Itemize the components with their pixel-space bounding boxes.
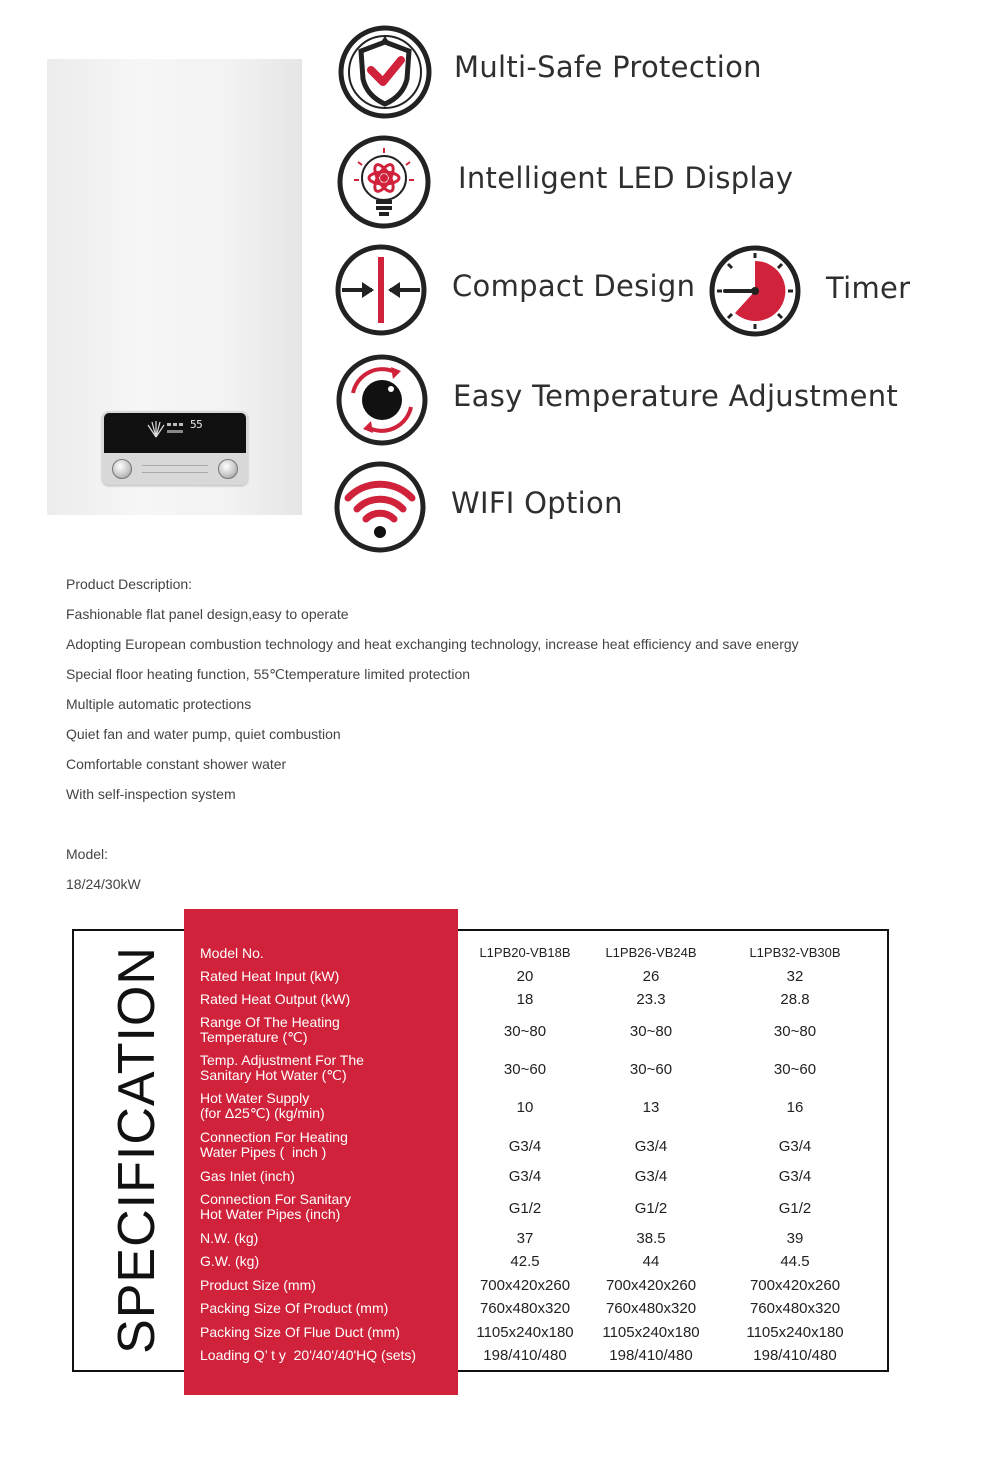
spec-row-value: G3/4 xyxy=(508,1168,542,1185)
spec-row-value: 700x420x260 xyxy=(479,1277,571,1294)
description-line: Comfortable constant shower water xyxy=(66,756,287,772)
spec-row-label: Product Size (mm) xyxy=(200,1277,316,1293)
description-line: Fashionable flat panel design,easy to operate xyxy=(66,606,349,622)
spec-row-value: L1PB26-VB24B xyxy=(605,945,697,960)
spec-row-value: 30~80 xyxy=(629,1023,673,1040)
left-knob[interactable] xyxy=(112,459,132,479)
spec-row-value: 10 xyxy=(516,1099,534,1116)
spec-row-value: 28.8 xyxy=(780,991,810,1008)
spec-row-value: 44 xyxy=(642,1253,660,1270)
feature-label-led-display: Intelligent LED Display xyxy=(458,161,794,195)
spec-row-label: G.W. (kg) xyxy=(200,1253,260,1269)
spec-row-label: Temp. Adjustment For The Sanitary Hot Water (℃) xyxy=(200,1052,364,1083)
spec-row-value: 18 xyxy=(516,991,534,1008)
spec-row-value: 760x480x320 xyxy=(479,1300,571,1317)
spec-row-label: Loading Q’ t y 20'/40'/40'HQ (sets) xyxy=(200,1347,417,1363)
spec-row-value: 32 xyxy=(786,968,804,985)
spec-row-label: Connection For Sanitary Hot Water Pipes (inch) xyxy=(200,1191,351,1222)
feature-label-temperature: Easy Temperature Adjustment xyxy=(453,379,899,413)
spec-row-value: 760x480x320 xyxy=(605,1300,697,1317)
boiler-lcd-screen xyxy=(104,413,246,453)
panel-buttons[interactable] xyxy=(142,465,208,473)
shield-check-icon xyxy=(337,24,433,120)
specification-title: SPECIFICATION xyxy=(108,946,166,1354)
spec-row-value: G3/4 xyxy=(778,1168,812,1185)
description-heading: Product Description: xyxy=(66,576,193,592)
spec-row-value: L1PB32-VB30B xyxy=(749,945,841,960)
spec-row-value: G3/4 xyxy=(778,1138,812,1155)
spec-row-label: N.W. (kg) xyxy=(200,1230,259,1246)
spec-row-value: 26 xyxy=(642,968,660,985)
spec-row-value: 30~60 xyxy=(773,1061,817,1078)
spec-row-value: G3/4 xyxy=(634,1138,668,1155)
spec-row-value: 30~80 xyxy=(503,1023,547,1040)
spec-row-label: Packing Size Of Product (mm) xyxy=(200,1300,389,1316)
lcd-flame-icon xyxy=(146,419,166,439)
description-line: Adopting European combustion technology and heat exchanging technology, increase heat efficiency and save energy xyxy=(66,636,799,652)
compact-arrows-icon xyxy=(334,243,428,337)
spec-row-value: L1PB20-VB18B xyxy=(479,945,571,960)
spec-row-value: 16 xyxy=(786,1099,804,1116)
spec-row-value: 1105x240x180 xyxy=(476,1324,574,1341)
spec-row-value: 700x420x260 xyxy=(749,1277,841,1294)
spec-row-value: 700x420x260 xyxy=(605,1277,697,1294)
spec-row-value: G3/4 xyxy=(508,1138,542,1155)
spec-row-label: Packing Size Of Flue Duct (mm) xyxy=(200,1324,400,1340)
spec-row-value: G1/2 xyxy=(634,1200,668,1217)
spec-row-value: 23.3 xyxy=(636,991,666,1008)
feature-label-timer: Timer xyxy=(826,271,911,305)
feature-label-compact-design: Compact Design xyxy=(452,269,696,303)
spec-row-value: 1105x240x180 xyxy=(602,1324,700,1341)
spec-row-value: 198/410/480 xyxy=(483,1347,567,1364)
description-line: With self-inspection system xyxy=(66,786,236,802)
spec-row-label: Model No. xyxy=(200,945,264,961)
spec-row-label: Rated Heat Output (kW) xyxy=(200,991,351,1007)
spec-row-value: 44.5 xyxy=(780,1253,810,1270)
timer-icon xyxy=(708,244,802,338)
spec-row-label: Rated Heat Input (kW) xyxy=(200,968,340,984)
spec-row-value: 30~80 xyxy=(773,1023,817,1040)
lcd-indicator-icon xyxy=(166,421,186,437)
model-value: 18/24/30kW xyxy=(66,876,141,892)
spec-row-value: 1105x240x180 xyxy=(746,1324,844,1341)
right-knob[interactable] xyxy=(218,459,238,479)
spec-row-value: 30~60 xyxy=(503,1061,547,1078)
boiler-control-panel xyxy=(102,411,248,485)
spec-row-value: 30~60 xyxy=(629,1061,673,1078)
description-line: Special floor heating function, 55℃temperature limited protection xyxy=(66,666,471,682)
description-line: Quiet fan and water pump, quiet combustion xyxy=(66,726,341,742)
temperature-knob-icon xyxy=(335,353,429,447)
spec-row-value: 42.5 xyxy=(510,1253,540,1270)
boiler-product-image xyxy=(47,59,302,515)
model-heading: Model: xyxy=(66,846,109,862)
spec-row-label: Hot Water Supply (for Δ25℃) (kg/min) xyxy=(200,1090,325,1121)
lcd-temperature: 55 xyxy=(190,418,203,431)
feature-label-wifi: WIFI Option xyxy=(451,486,623,520)
spec-row-value: 760x480x320 xyxy=(749,1300,841,1317)
spec-row-value: 198/410/480 xyxy=(753,1347,837,1364)
description-line: Multiple automatic protections xyxy=(66,696,252,712)
spec-row-value: 37 xyxy=(516,1230,534,1247)
spec-row-value: 38.5 xyxy=(636,1230,666,1247)
led-bulb-icon xyxy=(336,134,432,230)
spec-row-label: Range Of The Heating Temperature (℃) xyxy=(200,1014,340,1045)
spec-row-label: Gas Inlet (inch) xyxy=(200,1168,295,1184)
spec-row-value: G1/2 xyxy=(778,1200,812,1217)
feature-label-multi-safe: Multi-Safe Protection xyxy=(454,50,762,84)
wifi-icon xyxy=(333,460,427,554)
spec-row-value: G1/2 xyxy=(508,1200,542,1217)
spec-row-value: 13 xyxy=(642,1099,660,1116)
spec-row-value: G3/4 xyxy=(634,1168,668,1185)
spec-row-label: Connection For Heating Water Pipes ( inch ) xyxy=(200,1129,348,1160)
spec-row-value: 39 xyxy=(786,1230,804,1247)
spec-row-value: 20 xyxy=(516,968,534,985)
spec-row-value: 198/410/480 xyxy=(609,1347,693,1364)
